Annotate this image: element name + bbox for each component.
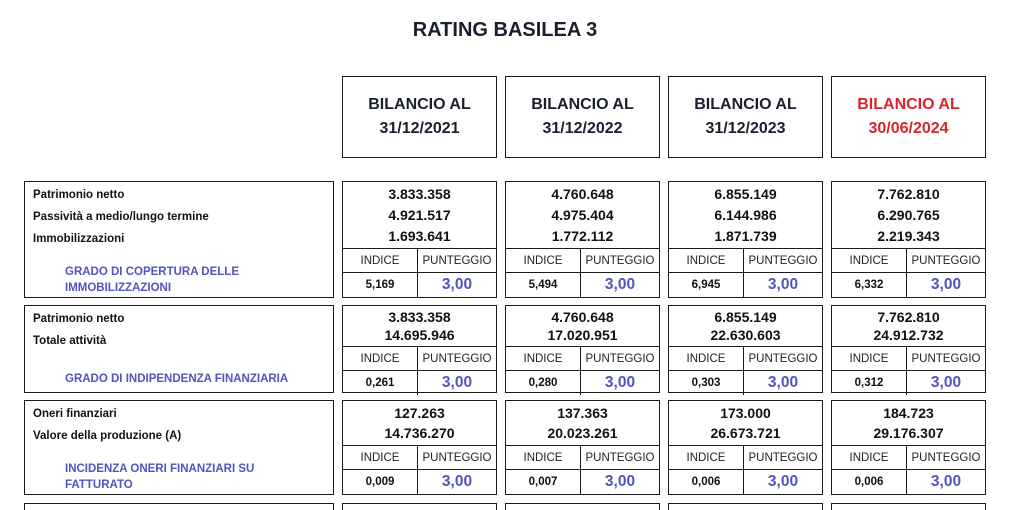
index-value: 0,007 <box>506 470 581 494</box>
value-cell: 1.772.112 <box>551 227 614 244</box>
score-header: PUNTEGGIO <box>907 249 985 273</box>
index-value: 5,494 <box>506 273 581 297</box>
value-cell: 22.630.603 <box>710 327 781 343</box>
value-cell: 17.020.951 <box>547 327 618 343</box>
block-next-2022 <box>505 503 660 510</box>
index-header: INDICE <box>343 249 418 273</box>
block-coverage-2024 <box>831 181 986 298</box>
block-coverage-labels <box>24 181 334 298</box>
score-value: 3,00 <box>767 473 799 490</box>
value-cell: 137.363 <box>557 405 608 421</box>
value-cell: 14.736.270 <box>384 425 455 441</box>
score-header: PUNTEGGIO <box>581 249 659 273</box>
score-value: 3,00 <box>767 374 799 391</box>
value-cell: 1.871.739 <box>714 227 777 244</box>
block-independence-2024 <box>831 305 986 393</box>
score-value: 3,00 <box>604 473 636 490</box>
value-cell: 26.673.721 <box>710 425 781 441</box>
score-value: 3,00 <box>604 374 636 391</box>
block-next-2023 <box>668 503 823 510</box>
index-value: 0,009 <box>343 470 418 494</box>
block-independence-labels <box>24 305 334 393</box>
row-label: Immobilizzazioni <box>33 233 125 245</box>
column-header-date: 31/12/2021 <box>379 120 460 137</box>
index-header: INDICE <box>669 347 744 371</box>
block-coverage-2021 <box>342 181 497 298</box>
column-header-line1: BILANCIO AL <box>368 96 471 113</box>
score-header: PUNTEGGIO <box>581 347 659 371</box>
value-cell: 173.000 <box>720 405 771 421</box>
column-header-2024 <box>831 76 986 158</box>
value-cell: 7.762.810 <box>877 186 940 203</box>
score-value: 3,00 <box>767 276 799 293</box>
block-coverage-2022 <box>505 181 660 298</box>
block-independence-2023 <box>668 305 823 393</box>
score-header: PUNTEGGIO <box>744 446 822 470</box>
value-cell: 127.263 <box>394 405 445 421</box>
index-header: INDICE <box>506 249 581 273</box>
index-header: INDICE <box>832 249 907 273</box>
score-header: PUNTEGGIO <box>418 249 496 273</box>
value-cell: 6.290.765 <box>877 206 940 223</box>
value-cell: 4.760.648 <box>551 186 614 203</box>
value-cell: 1.693.641 <box>388 227 451 244</box>
block-independence-2022 <box>505 305 660 393</box>
score-header: PUNTEGGIO <box>907 446 985 470</box>
value-cell: 14.695.946 <box>384 327 455 343</box>
column-header-date: 31/12/2023 <box>705 120 786 137</box>
indicator-title: GRADO DI COPERTURA DELLE IMMOBILIZZAZIONI <box>65 266 239 294</box>
index-value: 0,006 <box>669 470 744 494</box>
value-cell: 4.921.517 <box>388 206 451 223</box>
score-header: PUNTEGGIO <box>744 347 822 371</box>
block-coverage-2023 <box>668 181 823 298</box>
value-cell: 7.762.810 <box>877 309 940 325</box>
column-header-line1: BILANCIO AL <box>857 96 960 113</box>
index-value: 0,006 <box>832 470 907 494</box>
row-label: Patrimonio netto <box>33 189 125 201</box>
block-financial-charges-2022 <box>505 400 660 495</box>
score-value: 3,00 <box>930 374 962 391</box>
index-header: INDICE <box>669 446 744 470</box>
row-label: Totale attività <box>33 335 107 347</box>
page-title: RATING BASILEA 3 <box>412 19 598 41</box>
value-cell: 29.176.307 <box>873 425 944 441</box>
block-independence-2021 <box>342 305 497 393</box>
index-header: INDICE <box>506 347 581 371</box>
column-header-date: 30/06/2024 <box>868 120 949 137</box>
score-value: 3,00 <box>441 276 473 293</box>
block-financial-charges-2024 <box>831 400 986 495</box>
column-header-line1: BILANCIO AL <box>531 96 634 113</box>
score-value: 3,00 <box>441 374 473 391</box>
row-label: Valore della produzione (A) <box>33 430 182 442</box>
index-value: 6,945 <box>669 273 744 297</box>
block-financial-charges-2021 <box>342 400 497 495</box>
score-header: PUNTEGGIO <box>418 347 496 371</box>
index-value: 0,280 <box>506 371 581 395</box>
indicator-title: GRADO DI INDIPENDENZA FINANZIARIA <box>65 373 289 385</box>
column-header-2022 <box>505 76 660 158</box>
value-cell: 3.833.358 <box>388 186 451 203</box>
index-header: INDICE <box>343 347 418 371</box>
value-cell: 6.855.149 <box>714 309 777 325</box>
value-cell: 6.855.149 <box>714 186 777 203</box>
index-header: INDICE <box>669 249 744 273</box>
value-cell: 2.219.343 <box>877 227 940 244</box>
block-financial-charges-2023 <box>668 400 823 495</box>
score-header: PUNTEGGIO <box>581 446 659 470</box>
column-header-2021 <box>342 76 497 158</box>
value-cell: 3.833.358 <box>388 309 451 325</box>
score-value: 3,00 <box>441 473 473 490</box>
index-header: INDICE <box>343 446 418 470</box>
column-header-date: 31/12/2022 <box>542 120 623 137</box>
row-label: Oneri finanziari <box>33 408 117 420</box>
block-next-labels <box>24 503 334 510</box>
index-value: 0,261 <box>343 371 418 395</box>
block-next-2024 <box>831 503 986 510</box>
index-value: 5,169 <box>343 273 418 297</box>
row-label: Patrimonio netto <box>33 313 125 325</box>
block-financial-charges-labels <box>24 400 334 495</box>
value-cell: 20.023.261 <box>547 425 618 441</box>
index-header: INDICE <box>832 446 907 470</box>
value-cell: 6.144.986 <box>714 206 777 223</box>
value-cell: 4.760.648 <box>551 309 614 325</box>
score-value: 3,00 <box>930 276 962 293</box>
score-header: PUNTEGGIO <box>744 249 822 273</box>
score-header: PUNTEGGIO <box>418 446 496 470</box>
value-cell: 4.975.404 <box>551 206 614 223</box>
value-cell: 184.723 <box>883 405 934 421</box>
row-label: Passività a medio/lungo termine <box>33 211 209 223</box>
value-cell: 24.912.732 <box>873 327 944 343</box>
score-value: 3,00 <box>930 473 962 490</box>
block-next-2021 <box>342 503 497 510</box>
score-header: PUNTEGGIO <box>907 347 985 371</box>
column-header-line1: BILANCIO AL <box>694 96 797 113</box>
index-value: 0,312 <box>832 371 907 395</box>
index-value: 0,303 <box>669 371 744 395</box>
score-value: 3,00 <box>604 276 636 293</box>
column-header-2023 <box>668 76 823 158</box>
index-value: 6,332 <box>832 273 907 297</box>
indicator-title: INCIDENZA ONERI FINANZIARI SU FATTURATO <box>65 463 255 491</box>
index-header: INDICE <box>506 446 581 470</box>
index-header: INDICE <box>832 347 907 371</box>
